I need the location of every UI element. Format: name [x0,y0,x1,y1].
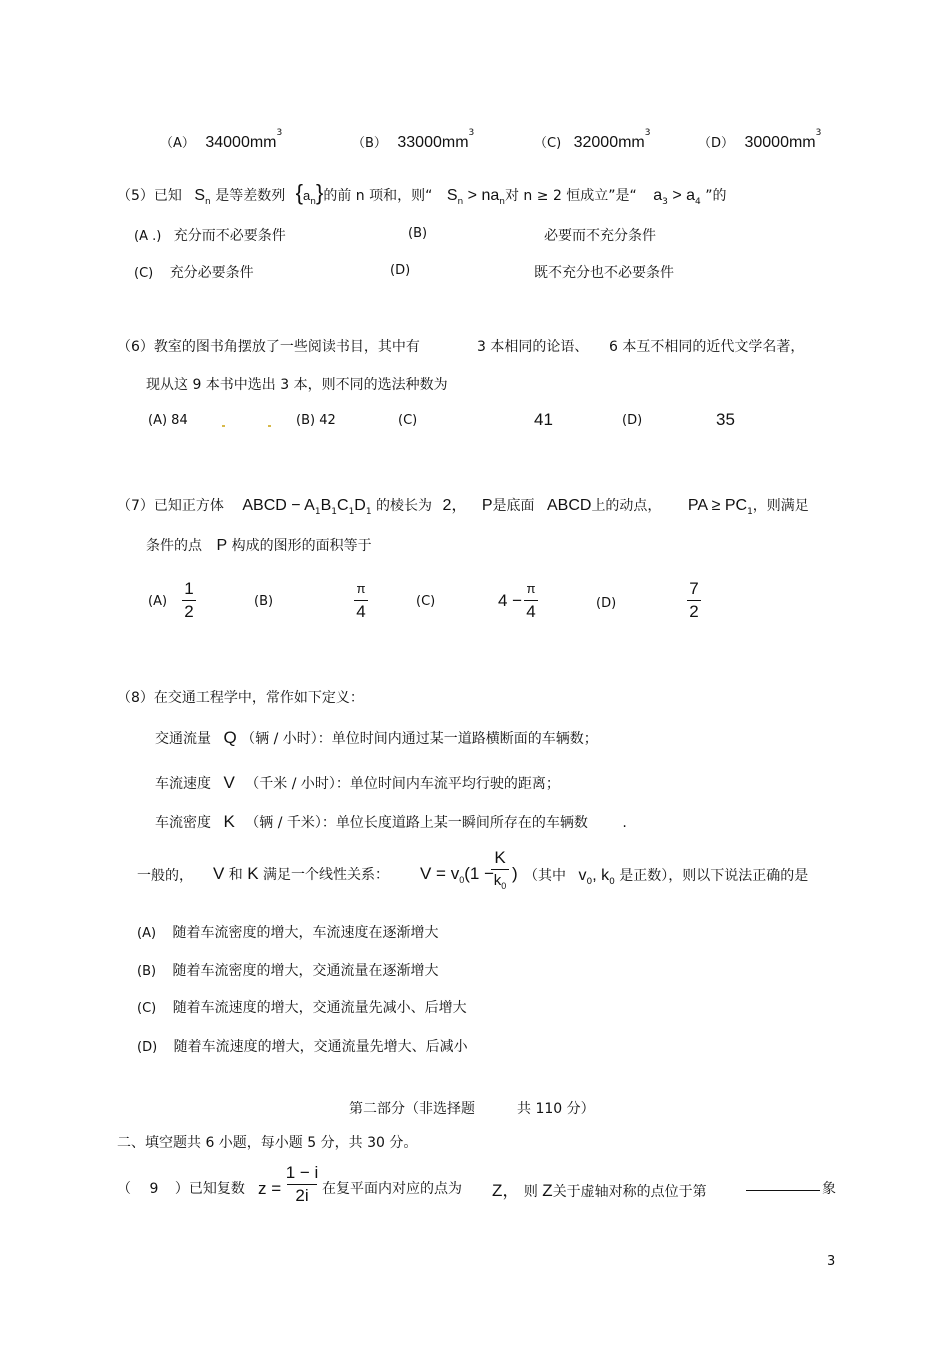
q6-option-c-label [398,413,417,428]
q7-option-d-fraction [683,578,705,623]
q9-stem-z [492,1176,707,1201]
numerator: π [526,581,536,596]
part2-total [517,1098,595,1118]
math-abcd: ABCD [546,497,592,514]
definition-text: （辆 / 小时）：单位时间内通过某一道路横断面的车辆数； [241,731,598,747]
question-number: 9 [149,1181,159,1197]
q9-answer-blank[interactable] [746,1178,820,1195]
q4-option-a [160,128,283,152]
q5-option-d-text [534,262,674,282]
option-value: 41 [534,410,553,429]
symbol: V [213,864,225,883]
term: 车流速度 [155,776,211,792]
q7-option-b-fraction [350,578,372,623]
period: . [622,815,627,831]
option-text: 随着车流密度的增大，交通流量在逐渐增大 [172,963,439,979]
option-label: (C) [398,413,418,428]
definition-text: （千米 / 小时）：单位时间内车流平均行驶的距离； [245,776,560,792]
option-value: 35 [716,410,735,429]
subscript: 1 [314,507,321,517]
section-title: 第二部分（非选择题 [349,1101,475,1117]
q7-option-c-prefix [498,591,522,611]
part2-title [349,1098,475,1118]
q8-option-a [137,922,439,942]
q4-option-b [352,128,475,152]
brace: { [295,180,304,205]
stem-text: ，则满足 [752,498,809,514]
subscript: n [310,197,316,207]
denominator: 4 [356,602,366,621]
math-a: a [653,187,663,204]
option-label: (A) [137,926,157,941]
option-label: (A .) [134,229,162,244]
math-s: S [194,187,206,204]
stem-text: 现从这 9 本书中选出 3 本，则不同的选法种数为 [146,377,448,393]
stem-text: ）已知复数 [174,1181,245,1197]
formula: (1 − [464,864,495,883]
stem-text: （6）教室的图书角摆放了一些阅读书目，其中有 [117,339,420,355]
option-value: 32000mm [573,134,645,151]
stem-text: 和 [228,867,243,883]
q5-option-d-label [390,262,410,278]
q9-fraction [285,1162,319,1207]
subscript: 1 [348,507,355,517]
stem-text: 条件的点 [146,538,202,554]
q5-option-c [134,262,254,282]
fill-in-section-heading [117,1132,417,1152]
symbol: V [223,773,235,792]
option-label: （B） [352,136,387,151]
q7-option-c-label [416,594,435,609]
q5-option-b-label [408,225,427,241]
subscript: 0 [586,877,593,887]
stem-text: 是等差数列 [215,188,286,204]
stem-text: 构成的图形的面积等于 [231,538,372,554]
brace: } [315,180,324,205]
q7-stem-line2 [146,535,372,555]
stem-text: 则 [523,1184,538,1200]
q6-option-a [148,413,188,428]
stem-text: 一般的， [137,868,193,884]
math-param: , k [592,867,610,884]
denominator: 2 [184,602,194,621]
q8-relation-b [213,864,389,884]
q8-definition-density [155,812,627,832]
stem-text: 上的动点， [591,498,662,514]
subscript: 3 [662,197,668,207]
option-text: 既不充分也不必要条件 [534,265,674,281]
question-number: （7）已知正方体 [117,498,224,514]
numerator: K [494,848,506,867]
stem-text: 是正数），则以下说法正确的是 [619,868,809,884]
subscript: n [499,197,505,207]
stem-text: 对 n ≥ 2 恒成立”是“ [504,188,637,204]
option-value: 30000mm [744,134,816,151]
stem-text: 关于虚轴对称的点位于第 [552,1184,707,1200]
option-label: (B) [408,226,428,241]
q7-option-a-label [148,594,167,609]
q8-formula-fraction [488,847,512,893]
math-cube: D [354,497,366,514]
subscript: 0 [501,881,507,891]
math-param: v [578,867,587,884]
q9-stem-end [822,1178,836,1198]
subscript: 0 [609,877,615,887]
paren: （ [117,1181,131,1197]
q6-option-b [296,413,336,428]
q8-intro [117,687,364,707]
q7-option-d-label [596,596,616,611]
option-label: （C) [534,136,562,151]
q7-option-a-fraction [178,578,200,623]
math-p: P [481,497,493,514]
subscript: n [457,197,464,207]
q5-stem [117,180,727,206]
option-label: (D) [390,263,411,278]
exponent: 3 [644,128,651,138]
stem-text: 6 本互不相同的近代文学名著， [609,339,805,355]
symbol: Z [542,1181,553,1200]
q8-formula-left [420,864,494,884]
subscript: 0 [459,875,465,885]
q6-stem-line1 [117,336,420,356]
stem-text: 的棱长为 [376,498,433,514]
q9-stem-mid [322,1178,462,1198]
numerator: π [356,581,366,596]
exponent: 3 [815,128,822,138]
page-number-text: 3 [827,1254,836,1269]
term: 交通流量 [155,731,211,747]
q6-stem-line1c [609,336,804,356]
q7-stem-line1 [117,492,809,515]
option-value: 34000mm [205,134,277,151]
option-label: (D) [622,413,643,428]
subscript: 4 [695,197,701,207]
denominator: 2 [689,602,699,621]
q9-z-equals [258,1179,281,1199]
option-label: （D） [698,136,735,151]
q4-option-c [534,128,651,152]
section-total: 共 110 分） [517,1101,595,1117]
speck-mark [222,425,225,427]
q6-stem-line2 [146,374,448,394]
denominator: 4 [526,602,536,621]
q8-option-c [137,997,467,1017]
subscript: 1 [365,507,372,517]
speck-mark [268,425,271,427]
q8-relation-a [137,865,193,885]
q6-option-c-value [534,410,553,430]
q4-option-d [698,128,822,152]
symbol: Q [223,728,237,747]
option-label: (C) [134,266,154,281]
q8-option-b [137,960,439,980]
option-label: (A) 84 [148,413,188,428]
math-value: 2， [442,497,468,514]
option-text: 必要而不充分条件 [544,228,656,244]
option-label: (D) [137,1040,158,1055]
page-number [827,1254,835,1269]
math-prefix: 4 − [498,591,523,610]
option-label: (B) 42 [296,413,336,428]
formula: ) [512,864,518,883]
math-cube: C [337,497,349,514]
math-inequality: > a [672,187,696,204]
answer-blank[interactable] [746,1178,820,1191]
math-condition: PA ≥ PC [687,497,748,514]
term: 车流密度 [155,815,211,831]
symbol: Z， [492,1181,520,1200]
stem-text: 在复平面内对应的点为 [322,1181,462,1197]
stem-text: 3 本相同的论语、 [477,339,589,355]
stem-text: 是底面 [492,498,535,514]
numerator: 7 [689,579,699,598]
q6-stem-line1b [477,336,588,356]
stem-text: （其中 [524,868,566,884]
stem-text: ”的 [705,188,727,204]
option-label: (A) [148,594,168,609]
q9-stem-start [117,1178,245,1198]
q8-relation-c [524,865,808,885]
exponent: 3 [276,128,283,138]
q8-option-d [137,1036,468,1056]
q6-option-d-value [716,410,735,430]
math-a: a [303,188,311,203]
option-label: (C) [137,1001,157,1016]
option-label: （A） [160,136,195,151]
denominator: 2i [295,1186,309,1205]
numerator: 1 − i [285,1163,319,1182]
symbol: K [223,812,235,831]
q7-option-c-fraction [520,578,542,623]
option-label: (D) [596,596,617,611]
math-inequality: > na [467,187,500,204]
option-value: 33000mm [397,134,469,151]
option-text: 随着车流速度的增大，交通流量先增大、后减小 [173,1039,468,1055]
option-text: 充分而不必要条件 [173,228,286,244]
option-text: 随着车流密度的增大，车流速度在逐渐增大 [172,925,439,941]
denominator: k [493,872,502,889]
option-label: (C) [416,594,436,609]
stem-text: 的前 n 项和，则“ [323,188,433,204]
q7-option-b-label [254,594,273,609]
option-label: (B) [137,964,157,979]
subscript: n [205,197,211,207]
option-text: 充分必要条件 [169,265,254,281]
q8-formula-close [512,864,518,884]
formula: V = v [420,864,460,883]
math-s: S [446,187,458,204]
definition-text: （辆 / 千米）：单位长度道路上某一瞬间所存在的车辆数 [245,815,588,831]
symbol: K [247,864,259,883]
q6-option-d-label [622,413,642,428]
math-p: P [216,537,228,554]
subscript: 1 [331,507,337,517]
q5-option-b-text [544,225,656,245]
option-text: 随着车流速度的增大，交通流量先减小、后增大 [172,1000,467,1016]
option-label: (B) [254,594,274,609]
question-number: （5）已知 [117,188,182,204]
numerator: 1 [184,579,194,598]
q8-definition-flow [155,728,598,748]
formula: z = [258,1179,282,1198]
stem-text: 象 [822,1181,836,1197]
math-cube: ABCD − A [242,497,315,514]
q8-definition-speed [155,773,560,793]
stem-text: 满足一个线性关系： [263,867,390,883]
section-heading: 二、填空题共 6 小题，每小题 5 分，共 30 分。 [117,1135,418,1151]
stem-text: （8）在交通工程学中，常作如下定义： [117,690,364,706]
math-cube: B [320,497,332,514]
subscript: 1 [747,507,753,517]
q5-option-a [134,225,286,245]
exponent: 3 [468,128,475,138]
